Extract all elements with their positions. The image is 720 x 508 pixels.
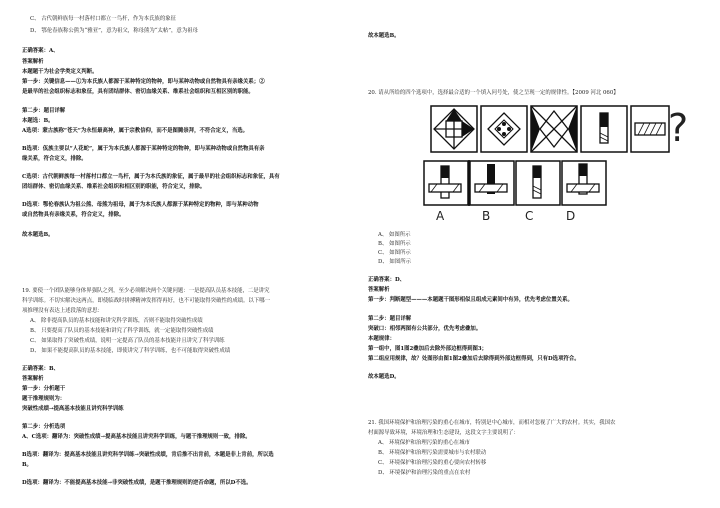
figure-1 xyxy=(431,106,477,152)
step2-line: 本题规律： xyxy=(368,336,395,342)
figure-2 xyxy=(481,106,527,152)
option-c-analysis: C选项：古代朝鲜族每一村落村口都立一鸟杆，属于为本氏族的象征，属于最早的社会组织标志和象征，具有 xyxy=(22,174,280,180)
answer-label: 正确答案：D、 xyxy=(368,277,406,283)
analysis-title: 答案解析 xyxy=(368,287,390,293)
answer-label: 正确答案：A、 xyxy=(22,48,59,54)
analysis-line: 突破性成绩→提高基本技能且讲究科学训练 xyxy=(22,406,124,412)
figure-4 xyxy=(581,106,627,152)
option-figure-row xyxy=(423,160,613,208)
step2-title: 第二步：题目详解 xyxy=(368,316,412,322)
option-b-analysis: B选项：佤族主要以“人花蛇”，属于为本氏族人都源于某种特定的物种，即与某种动物或自然物具有亲 xyxy=(22,146,265,152)
conclusion: 故本题选B。 xyxy=(368,33,400,39)
analysis-line: 第一步：判断题型———本题题干图形相似且组成元素间中有异，优先考虑位置关系。 xyxy=(368,297,573,303)
q19-option-c: C、 如果取得了突破性成绩，说明一定提高了队员的基本技能并且讲究了科学训练 xyxy=(30,338,225,344)
option-d-analysis: D选项：鄂伦春族认为祖公熊、母熊为祖母，属于为本氏族人都源于某种特定的物种，即与某种动物 xyxy=(22,202,259,208)
analysis-line: 是最早的社会组织标志和象征，具有团结群体、密切血缘关系、维系社会组织和互相区别的职能。 xyxy=(22,89,254,95)
q20-option-c: C、 如图所示 xyxy=(378,250,411,256)
question-21: 村面源导致环境，环境治理和生态建设，这段文字主要说明了： xyxy=(368,430,519,436)
step2-title: 第二步：题目详解 xyxy=(22,108,66,114)
q19-option-a: A、 除非提高队员的基本技能和讲究科学训练，否则不能取得突破性成绩 xyxy=(30,318,203,324)
analysis-line: 第一步：关键信息——①为本氏族人都源于某种特定的物种，即与某种动物或自然物具有亲缘关系；② xyxy=(22,79,265,85)
answer-label: 正确答案：B、 xyxy=(22,366,59,372)
figure-5 xyxy=(631,106,669,152)
option-a-analysis: A选项：蒙古族称“苍天”为永恒最高神，属于宗教信仰，而不是图腾崇拜，不符合定义，当选。 xyxy=(22,128,249,134)
q21-option-c: C、 环境保护和治理污染的重心要向农村转移 xyxy=(378,460,487,466)
analysis-title: 答案解析 xyxy=(22,59,44,65)
option-analysis: A、C选项：翻译为：突破性成绩→提高基本技能且讲究科学训练，与题干推理规则一致，排除。 xyxy=(22,434,251,440)
option-d-analysis: 或自然物具有亲缘关系，符合定义，排除。 xyxy=(22,212,125,218)
option-figure-a xyxy=(424,161,468,205)
analysis-line: 第一步：分析题干 xyxy=(22,386,66,392)
analysis-line: 题干推理规则为： xyxy=(22,396,66,402)
option-b-analysis: 缘关系，符合定义，排除。 xyxy=(22,156,87,162)
question-19: 19. 要使一个团队能够身体界强队之列，至少必须解决两个关键问题：一是提高队员基本技能，二是讲究 xyxy=(22,288,270,294)
q19-option-b: B、 只要提高了队员的基本技能和讲究了科学训练，就一定能取得突破性成绩 xyxy=(30,328,214,334)
conclusion: 故本题选B。 xyxy=(22,232,54,238)
question-21: 21. 我国环境保护和治理污染的重心在城市，特别是中心城市，而相对忽视了广大的农村。其实，我国农 xyxy=(368,420,616,426)
option-letter-b: B xyxy=(482,209,491,223)
q21-option-a: A、 环境保护和治理污染的重心在城市 xyxy=(378,440,470,446)
question-mark: ? xyxy=(668,106,689,150)
analysis-title: 答案解析 xyxy=(22,376,44,382)
option-c-text: C、 古代朝鲜族每一村落村口都立一鸟杆，作为本氏族的象征 xyxy=(30,16,176,22)
question-19: 项推理没有表达上述段落的意思： xyxy=(22,308,103,314)
option-analysis: B选项：翻译为：提高基本技能且讲究科学训练→突破性成绩，肯后推不出肯前，本题是非上肯前，所以选 xyxy=(22,452,274,458)
option-d-text: D、 鄂伦春族称公熊为“雅亚”，意为祖父，称母熊为“太帖”，意为祖母 xyxy=(30,28,198,34)
option-letter-d: D xyxy=(566,209,576,223)
option-figure-b xyxy=(470,161,514,205)
option-analysis: D选项：翻译为：不能提高基本技能→非突破性成绩，是题干推理规则的逆否命题，所以D不选。 xyxy=(22,480,252,486)
step2-sub: 本题选：B。 xyxy=(22,118,54,124)
conclusion: 故本题选D。 xyxy=(368,374,400,380)
option-c-analysis: 团结群体、密切血缘关系、维系社会组织和相区别的职能，符合定义，排除。 xyxy=(22,184,206,190)
question-20: 20. 请从所给的四个选项中，选择最合适的一个填入问号处，使之呈现一定的规律性。【2009 河北 060】 xyxy=(368,90,619,96)
q20-option-d: D、 如图所示 xyxy=(378,259,411,265)
q20-option-a: A、 如图所示 xyxy=(378,232,411,238)
option-figure-d xyxy=(562,161,606,205)
q21-option-b: B、 环境保护和治理污染需要城市与农村联动 xyxy=(378,450,487,456)
option-figure-c xyxy=(516,161,560,205)
step2-title: 第二步：分析选项 xyxy=(22,424,66,430)
step2-line: 突破口：相邻两图有公共部分，优先考虑叠加。 xyxy=(368,326,482,332)
step2-line: 第二组应用规律，故？处图形由图1图2叠加后去除得到外部边框得到，只有D选项符合。 xyxy=(368,356,580,362)
analysis-line: 本题题干为社会学类定义判断。 xyxy=(22,69,98,75)
question-19: 科学训练。不切实解决这两点，即使临战时拼搏精神发挥得再好，也不可能取得突破性的成绩。以下哪一 xyxy=(22,298,270,304)
step2-line: 第一组中，图1图2叠加后去除外部边框得到图3； xyxy=(368,346,488,352)
question-figure-row xyxy=(430,105,670,153)
q19-option-d: D、 如果不能提高队员的基本技能，即使讲究了科学训练，也不可能取得突破性成绩 xyxy=(30,348,231,354)
option-letter-a: A xyxy=(436,209,445,223)
q20-option-b: B、 如图所示 xyxy=(378,241,411,247)
option-analysis: B。 xyxy=(22,462,32,468)
option-letter-c: C xyxy=(525,209,534,223)
q21-option-d: D、 环境保护和治理污染的重点在农村 xyxy=(378,470,471,476)
figure-3 xyxy=(531,106,577,152)
